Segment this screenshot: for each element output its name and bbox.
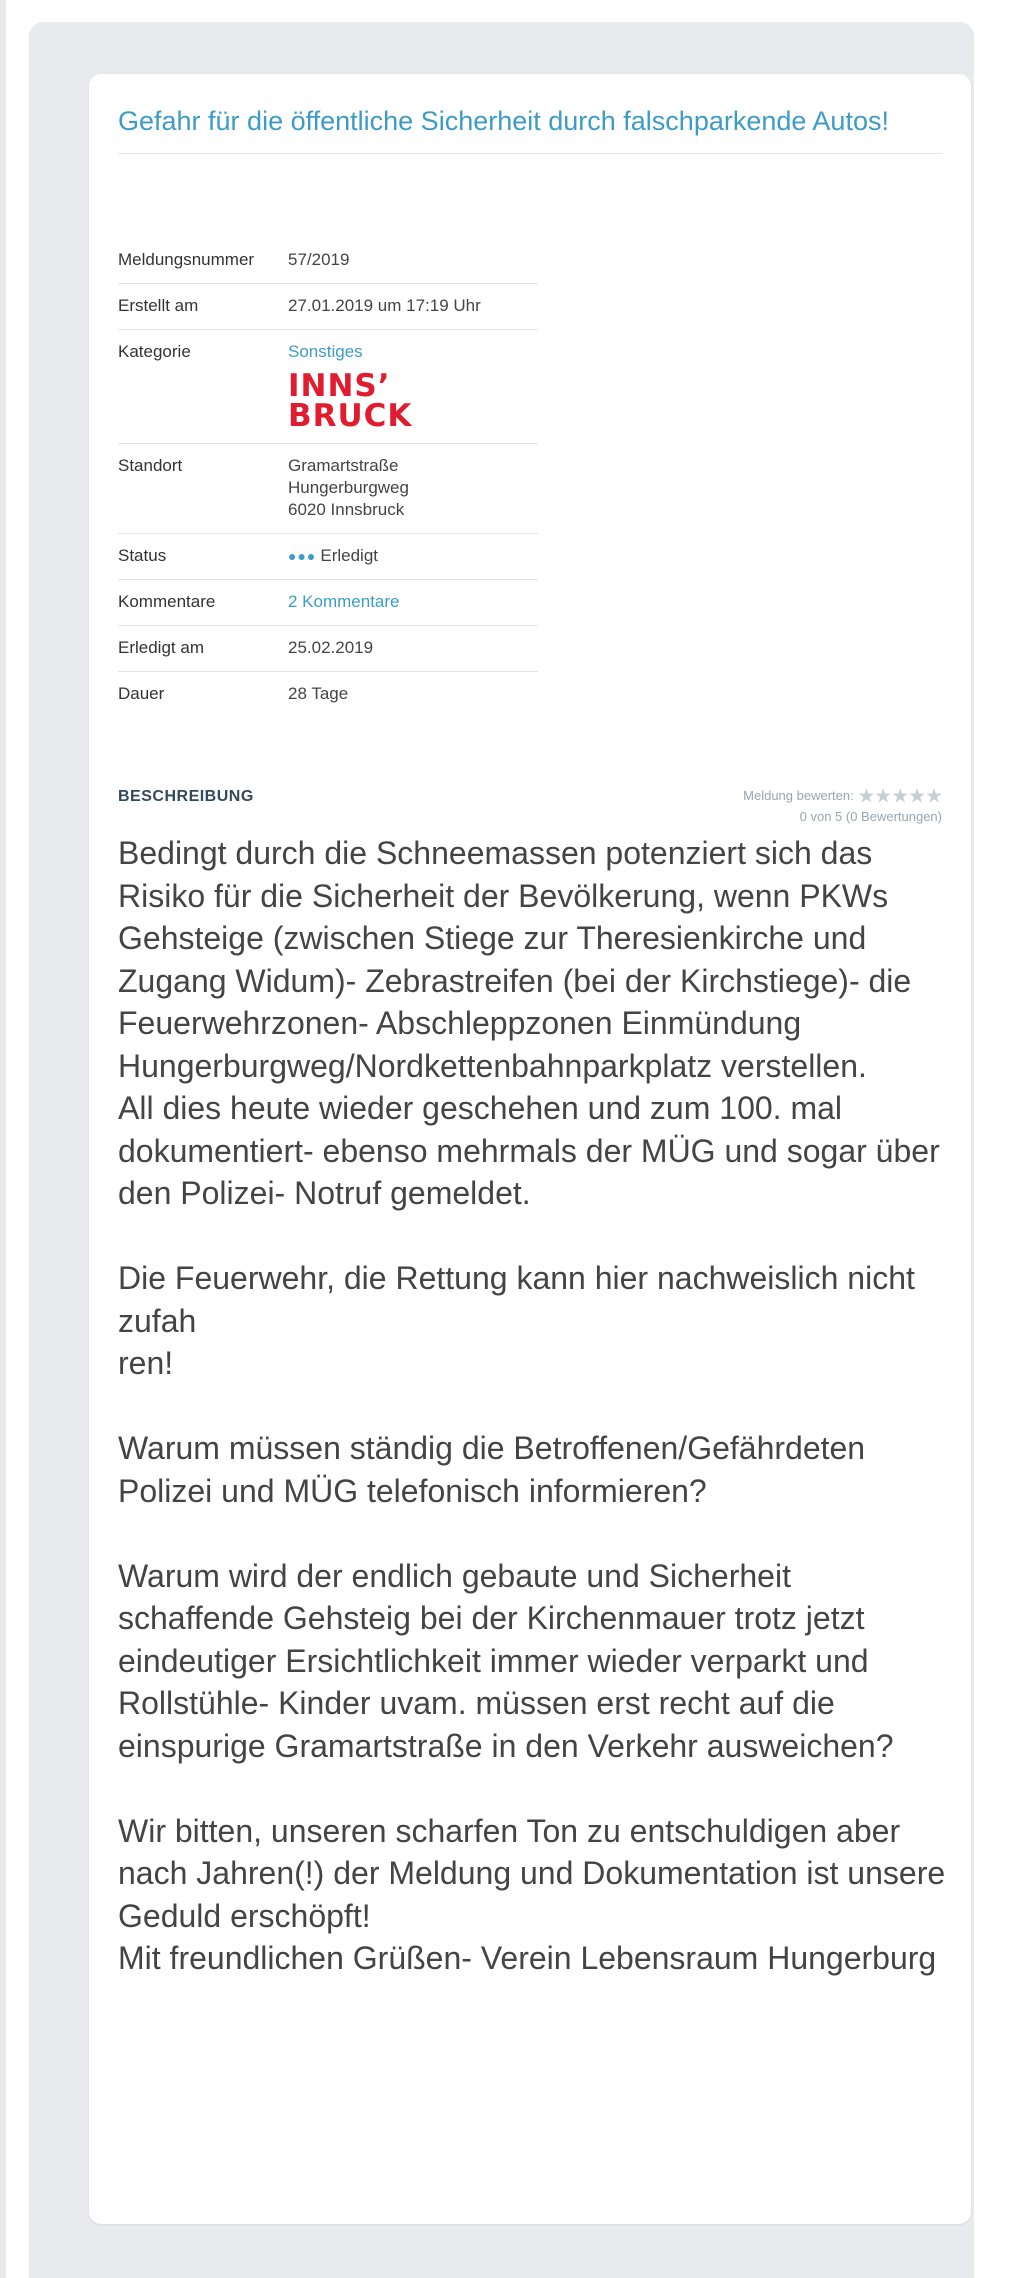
meta-row-comments (118, 580, 538, 626)
rating-stars-icon[interactable]: ★★★★★ (857, 785, 942, 808)
logo-line: INNS’ (288, 368, 391, 404)
meta-label: Status (118, 534, 288, 580)
description-text: Bedingt durch die Schneemassen potenziert sich das Risiko für die Sicherheit der Bevölkerung, wenn PKWs Gehsteige (zwischen Stiege zur Theresienkirche und Zugang Widum)- Zebrastreifen (bei der Kirchstiege)- die Feuerwehrzonen- Abschleppzonen Einmündung Hungerburgweg/Nordkettenbahnparkplatz verstellen. All dies heute wieder geschehen und zum 100. mal dokumentiert- ebenso mehrmals der MÜG und sogar über den Polizei- Notruf gemeldet. Die Feuerwehr, die Rettung kann hier nachweislich nicht zufah ren! Warum müssen ständig die Betroffenen/Gefährdeten Polizei und MÜG telefonisch informieren? Warum wird der endlich gebaute und Sicherheit schaffende Gehsteig bei der Kirchenmauer trotz jetzt eindeutiger Ersichtlichkeit immer wieder verparkt und Rollstühle- Kinder uvam. müssen erst recht auf die einspurige Gramartstraße in den Verkehr ausweichen? Wir bitten, unseren scharfen Ton zu entschuldigen aber nach Jahren(!) der Meldung und Dokumentation ist unsere Geduld erschöpft! Mit freundlichen Grüßen- Verein Lebensraum Hungerburg (118, 835, 946, 1976)
status-value: Erledigt (320, 546, 379, 565)
meta-label: Kommentare (118, 580, 288, 626)
meta-row-number (118, 238, 538, 284)
status-cell (288, 534, 538, 580)
meta-label: Erledigt am (118, 626, 288, 672)
rating-summary: 0 von 5 (0 Bewertungen) (799, 808, 942, 824)
meta-label: Meldungsnummer (118, 238, 288, 284)
logo-line: BRUCK (288, 398, 413, 434)
location-cell (288, 444, 538, 534)
page-container (29, 22, 974, 2278)
meta-row-location (118, 444, 538, 534)
report-title: Gefahr für die öffentliche Sicherheit durch falschparkende Autos! (118, 106, 889, 136)
comments-cell (288, 580, 538, 626)
meta-row-done (118, 626, 538, 672)
comments-link[interactable]: 2 Kommentare (288, 592, 400, 611)
meta-row-status (118, 534, 538, 580)
location-line: Hungerburgweg (288, 478, 409, 497)
rating-label: Meldung bewerten: (743, 788, 854, 803)
meta-row-category (118, 330, 538, 444)
meta-label: Dauer (118, 684, 165, 703)
meta-row-created (118, 284, 538, 330)
report-number: 57/2019 (288, 238, 538, 284)
location-line: 6020 Innsbruck (288, 500, 405, 519)
meta-row-duration (118, 672, 538, 718)
duration-value: 28 Tage (288, 684, 349, 703)
category-cell (288, 330, 538, 444)
report-card (89, 74, 971, 2224)
left-edge (0, 0, 6, 2278)
location-line: Gramartstraße (288, 456, 399, 475)
title-block (118, 103, 942, 154)
report-meta-table (118, 238, 538, 717)
done-date: 25.02.2019 (288, 626, 538, 672)
meta-label: Kategorie (118, 330, 288, 444)
description-heading: BESCHREIBUNG (118, 788, 254, 805)
category-link[interactable]: Sonstiges (288, 342, 363, 361)
meta-label: Standort (118, 444, 288, 534)
status-dots-icon: ●●● (288, 548, 317, 564)
rating-row (743, 786, 942, 807)
created-date: 27.01.2019 um 17:19 Uhr (288, 284, 538, 330)
innsbruck-logo (288, 368, 538, 434)
rating-widget (743, 786, 942, 827)
meta-label: Erstellt am (118, 284, 288, 330)
